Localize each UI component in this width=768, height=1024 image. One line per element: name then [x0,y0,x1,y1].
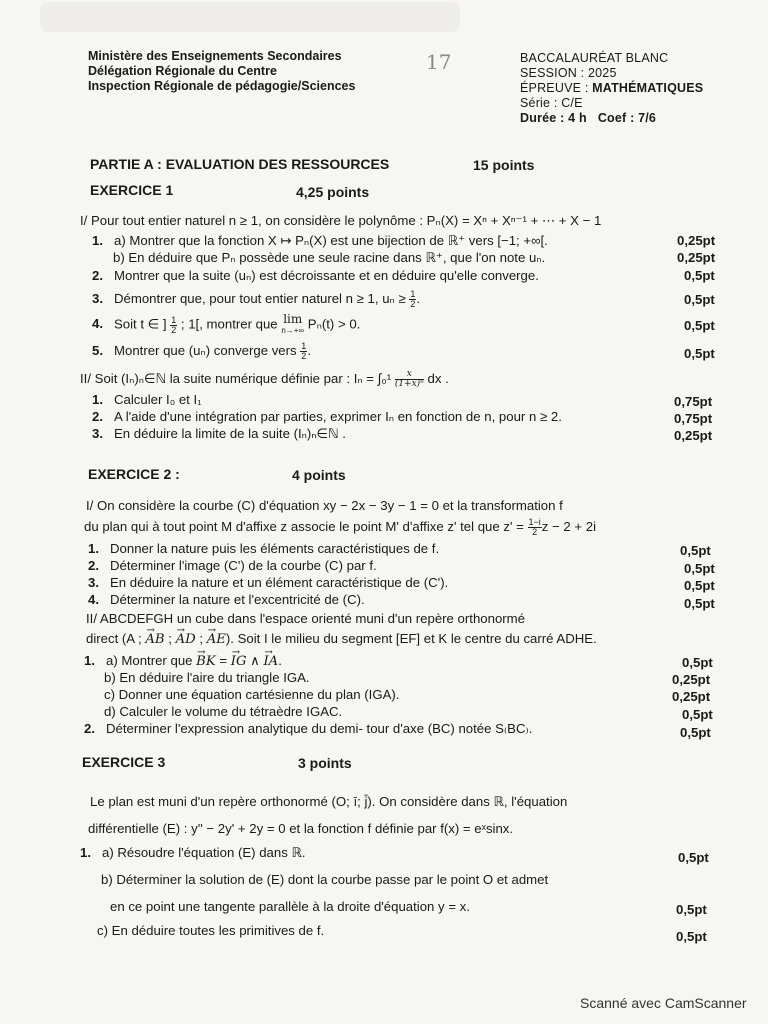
ex2-II-q1a: 1. a) Montrer que → BK = → IG ∧ → IA. [84,652,282,670]
ex1-q2: 2. Montrer que la suite (uₙ) est décroissante et en déduire qu'elle converge. [92,268,539,283]
header-bac-title: BACCALAURÉAT BLANC [520,51,669,65]
ex2-q3: 3. En déduire la nature et un élément caractéristique de (C'). [88,575,449,590]
ex3-q1c-points: 0,5pt [676,929,707,944]
ex3-q1b-line1: b) Déterminer la solution de (E) dont la courbe passe par le point O et admet [101,872,549,887]
limit-operator: lim n→+∞ [281,312,305,335]
ex1-q3: 3. Démontrer que, pour tout entier naturel n ≥ 1, uₙ ≥ $\frac{1}{2}$ . [92,289,421,310]
ex1-title: EXERCICE 1 [90,182,174,198]
ex2-II-q1c: c) Donner une équation cartésienne du plan (IGA). [104,687,400,702]
ex2-II-q2: 2. Déterminer l'expression analytique du demi- tour d'axe (BC) notée S₍BC₎. [84,721,533,736]
ex1-points: 4,25 points [296,184,370,200]
ex2-q1-points: 0,5pt [680,543,711,558]
ex1-q2-points: 0,5pt [684,268,715,283]
ex1-q1a: 1. a) Montrer que la fonction X ↦ Pₙ(X) est une bijection de ℝ⁺ vers [−1; +∞[. [92,233,548,248]
q-number: 1. [92,233,103,248]
header-duree: Durée : 4 h Coef : 7/6 [520,111,657,125]
ex3-q1b-points: 0,5pt [676,902,707,917]
ex2-part1-line2: du plan qui à tout point M d'affixe z associe le point M' d'affixe z' tel que z' = $\frac{1-i}{2}$ z − 2 + 2i [84,517,597,538]
header-serie: Série : C/E [520,96,583,110]
partie-points: 15 points [473,157,535,173]
ex2-II-q1c-points: 0,25pt [672,689,711,704]
ex1-II-q3-points: 0,25pt [674,428,713,443]
ex1-q1b-points: 0,25pt [677,250,716,265]
ex3-points: 3 points [298,755,352,771]
ex3-line2: différentielle (E) : y'' − 2y' + 2y = 0 et la fonction f définie par f(x) = eˣsinx. [88,821,514,836]
partie-title: PARTIE A : EVALUATION DES RESSOURCES [90,156,390,172]
ex3-q1a: 1. a) Résoudre l'équation (E) dans ℝ. [80,845,306,860]
camscanner-watermark: Scanné avec CamScanner [580,995,747,1011]
scan-smudge [40,2,460,32]
integrand-fraction: $\frac{x}{\text{(1+x)ⁿ}}$ [394,369,424,390]
ex2-points: 4 points [292,467,346,483]
ex1-q1b: b) En déduire que Pₙ possède une seule racine dans ℝ⁺, que l'on note uₙ. [113,250,546,265]
ex2-II-q1b: b) En déduire l'aire du triangle IGA. [104,670,310,685]
ex3-q1c: c) En déduire toutes les primitives de f. [97,923,325,938]
ex1-II-q2-points: 0,75pt [674,411,713,426]
ex2-q3-points: 0,5pt [684,578,715,593]
ex2-q4: 4. Déterminer la nature et l'excentricité de (C). [88,592,365,607]
ex1-II-q2: 2. A l'aide d'une intégration par parties, exprimer Iₙ en fonction de n, pour n ≥ 2. [92,409,562,424]
ex3-q1a-points: 0,5pt [678,850,709,865]
ex2-q2: 2. Déterminer l'image (C') de la courbe (C) par f. [88,558,377,573]
ex1-q5-points: 0,5pt [684,346,715,361]
ex2-q4-points: 0,5pt [684,596,715,611]
header-delegation: Délégation Régionale du Centre [88,64,277,78]
header-inspection: Inspection Régionale de pédagogie/Sciences [88,79,356,93]
ex1-q3-points: 0,5pt [684,292,715,307]
ex2-part2-line2: direct (A ; → AB ; → AD ; → AE). Soit I le milieu du segment [EF] et K le centre du carré ADHE. [86,630,597,648]
ex1-II-q1-points: 0,75pt [674,394,713,409]
handwritten-mark: 17 [426,50,452,74]
ex2-title: EXERCICE 2 : [88,466,180,482]
ex1-II-q1: 1. Calculer I₀ et I₁ [92,392,202,407]
epreuve-label: ÉPREUVE : [520,81,593,95]
ex1-part1-intro: I/ Pour tout entier naturel n ≥ 1, on considère le polynôme : Pₙ(X) = Xⁿ + Xⁿ⁻¹ + ⋯ + X − 1 [80,213,602,228]
ex2-II-q1a-points: 0,5pt [682,655,713,670]
ex2-part2-line1: II/ ABCDEFGH un cube dans l'espace orienté muni d'un repère orthonormé [86,611,525,626]
ex2-II-q1d: d) Calculer le volume du tétraèdre IGAC. [104,704,343,719]
ex2-II-q2-points: 0,5pt [680,725,711,740]
ex2-q1: 1. Donner la nature puis les éléments caractéristiques de f. [88,541,440,556]
ex2-q2-points: 0,5pt [684,561,715,576]
fraction-half: $\frac{1}{2}$ [410,289,416,310]
header-session: SESSION : 2025 [520,66,617,80]
ex1-q4: 4. Soit t ∈ ] $\frac{1}{2}$ ; 1[, montrer que lim n→+∞ Pₙ(t) > 0. [92,312,361,335]
ex1-q4-points: 0,5pt [684,318,715,333]
ex1-II-q3: 3. En déduire la limite de la suite (Iₙ)ₙ∈ℕ . [92,426,346,441]
epreuve-value: MATHÉMATIQUES [592,81,704,95]
header-ministry: Ministère des Enseignements Secondaires [88,49,342,63]
ex3-title: EXERCICE 3 [82,754,166,770]
ex1-q1a-points: 0,25pt [677,233,716,248]
ex3-line1: Le plan est muni d'un repère orthonormé (O; ī; j̄). On considère dans ℝ, l'équation [90,794,568,809]
ex2-II-q1d-points: 0,5pt [682,707,713,722]
ex1-part2-intro: II/ Soit (Iₙ)ₙ∈ℕ la suite numérique définie par : Iₙ = ∫₀¹ $\frac{x}{\text{(1+x)ⁿ}}$ dx . [80,369,449,390]
ex1-q5: 5. Montrer que (uₙ) converge vers $\frac{1}{2}$ . [92,341,311,362]
header-epreuve [520,80,703,96]
ex2-II-q1b-points: 0,25pt [672,672,711,687]
ex2-part1-line1: I/ On considère la courbe (C) d'équation xy − 2x − 3y − 1 = 0 et la transformation f [86,498,563,513]
ex3-q1b-line2: en ce point une tangente parallèle à la droite d'équation y = x. [110,899,470,914]
